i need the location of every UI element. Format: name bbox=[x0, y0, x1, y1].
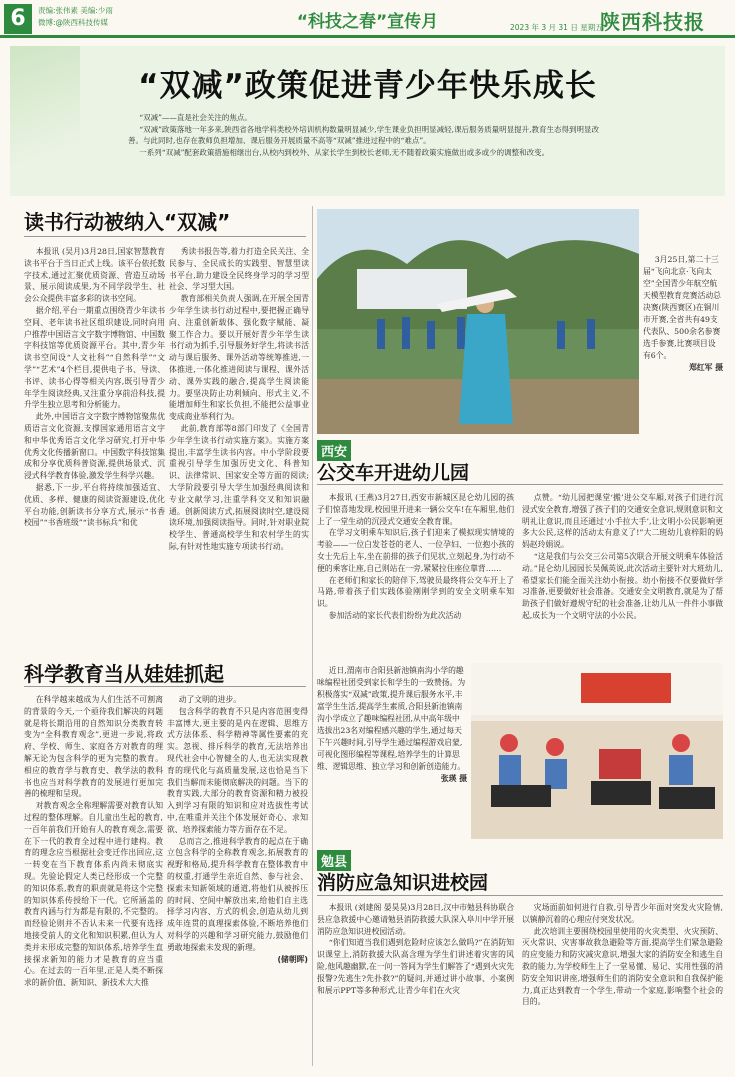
article-paragraph: 秀读书报告等,着力打造全民关注、全民参与、全民成长的实践型、智慧型读书平台,助力建设全民终身学习的学习型社会、学习型大国。 bbox=[169, 247, 309, 292]
article-paragraph: 本报讯 (刘建阁 晏昊昊)3月28日,汉中市勉县科协联合县应急救援中心邀请勉县消防救援大队深入阜川中学开展消防应急知识进校园活动。 bbox=[317, 903, 514, 936]
article-paragraph: 此外,中国语言文字数字博物馆聚焦优质语言文化资源,支撑国家通用语言文字和中华优秀语言文化学习研究,打开中华优秀文化传播新窗口。中国数字科技馆集成和分享优质科普资源,提供场景式、沉浸式科学教育体验,激发学生科学兴趣。 bbox=[24, 412, 165, 481]
divider bbox=[317, 895, 723, 896]
newspaper-masthead: 陕西科技报 bbox=[600, 10, 705, 34]
coding-club-photo bbox=[471, 663, 723, 839]
caption-text: 3月25日,第二十三届“飞向北京·飞向太空”全国青少年航空航天模型教育竞赛活动总决赛(陕西赛区)在铜川市开赛,全省共有49支代表队、500余名参赛选手参赛,比赛项目设有6个。 bbox=[643, 255, 721, 360]
photo-illustration bbox=[317, 209, 639, 434]
article-paragraph: 点赞。“幼儿园把课堂‘搬’进公交车厢,对孩子们进行沉浸式安全教育,增强了孩子们的交通安全意识,规则意识和文明礼让意识,而且还通过‘小手拉大手’,让文明小公民影响更多大公民,这样的活动太有意义了!”大二班幼儿袁梓阳的妈妈赵玲娟说。 bbox=[522, 493, 723, 550]
article-paragraph: 本报讯 (吴月)3月28日,国家智慧教育读书平台于当日正式上线。该平台依托数字技术,通过汇聚优质资源、营造互动场景、展示阅读成果,为不同学段学生、社会公众提供丰富多彩的读书空间。 bbox=[24, 247, 165, 304]
page-number: 6 bbox=[4, 4, 32, 34]
region-tag-mianxian: 勉县 bbox=[317, 850, 351, 871]
column-divider bbox=[312, 206, 313, 1066]
model-aircraft-photo bbox=[317, 209, 639, 434]
article-paragraph: 此次培训主要围绕校园里使用的火灾类型、火灾预防、灭火常识、灾害事故救急避险等方面,提高学生们紧急避险的应变能力和防灾减灾意识,增强大家的消防安全和逃生自救的能力,为学校师生上了一堂易懂、易记、实用性强的消防安全知识讲座,增强师生们的消防安全意识和自我保护能力,真正达到教育一个学生,带动一个家庭,影响整个社会的目的。 bbox=[522, 926, 723, 1007]
photo-illustration bbox=[471, 663, 723, 839]
science-byline: (储朝晖) bbox=[277, 954, 308, 964]
issue-date: 2023 年 3 月 31 日 星期五 bbox=[510, 23, 603, 32]
divider bbox=[317, 484, 723, 485]
article-paragraph: “你们知道当我们遇到危险时应该怎么做吗?”在消防知识课堂上,消防救援大队高含理为学生们讲述着灾害的风险,他风趣幽默,在一问一答间为学生们解答了“遇到火灾先报警?先逃生?先扑救?”的疑问,并通过讲小故事、小案例和展示PPT等多种形式,让青少年们在火灾 bbox=[317, 938, 514, 995]
article-paragraph: 在老师们和家长的陪伴下,驾驶员最终将公交车开上了马路,带着孩子们实践体验刚刚学到的安全文明乘车知识。 bbox=[317, 575, 514, 609]
lead-intro-paragraph: “双减”——直是社会关注的焦点。 bbox=[139, 113, 252, 122]
article-paragraph: 本报讯 (王燕)3月27日,西安市新城区昆仑幼儿园的孩子们惊喜地发现,校园里开进来一辆公交车!在车厢里,他们上了一堂生动的沉浸式交通安全教育课。 bbox=[317, 493, 514, 526]
article-paragraph: 包含科学的教育不只是内容范围变得丰富博大,更主要的是内在逻辑、思维方式方法体系、科学精神等属性要素的充实。忽视、排斥科学的教育,无法培养出现代社会中心智健全的人,也无法实现教育的现代化与高质量发展,这也恰是当下我们当解而未能彻底解决的问题。当下的教育实践,大部分的教育资源和精力被投入到学习有限的知识和应对选拔性考试中,在唯重并关注个体发展好奇心、求知欲、培养探索能力等方面存在不足。 bbox=[167, 706, 308, 834]
photo-credit: 张瑛 摄 bbox=[440, 774, 467, 783]
credits-line-2: 微博:@陕西科技传媒 bbox=[38, 18, 109, 27]
article-paragraph: 对教育观念全称理解需要对教育认知过程的整体理解。自儿童出生起的教育,一百年前我们开始有人的教育观念,需要在下一代的教育全过程中进行建构。教育的理念应当根据社会变迁作出回应,这一转变在当下教育体系内尚未彻底实现。先验论假定人类已经形成一个完整的知识体系,教育的职责就是将这个完整的知识体系传授给下一代。它所涵盖的教育内涵与行为都是有限的,不完整的。而经验论则并不否认未来一代要有选择地接受前人的文化和知识积累,但认为人类并未形成完整的知识体系,培养学生直接探求新知的能力才是教育的应当重心。在过去的一百年里,正是人类不断探求的新价值、新知识、新技术大大推 bbox=[24, 801, 163, 988]
photo2-caption bbox=[317, 665, 467, 785]
article-paragraph: 此前,教育部等8部门印发了《全国青少年学生读书行动实施方案》。实施方案提出,丰富学生读书内容。中小学阶段要重视引导学生加强历史文化、科普知识、法律常识、国家安全等方面的阅读;大学阶段要引导大学生加强经典阅读和专业文献学习,注重学科交叉和知识融通。创新阅读方式,拓展阅读时空,建设阅读环境,加强阅读指导。同时,针对职业院校学生、普通高校学生和农村学生的实际,有针对性地实施专项读书行动。 bbox=[169, 423, 309, 551]
lead-intro-paragraph: 一系列“双减”配套政策措施相继出台,从校内到校外、从家长学生到校长老师,无不随着政策实施做出或多或少的调整和改变。 bbox=[139, 147, 550, 157]
xian-column-2 bbox=[522, 492, 723, 622]
article-paragraph: 灾场面前如何进行自救,引导青少年面对突发火灾险情,以镇静沉着的心理应付突发状况。 bbox=[522, 903, 723, 924]
article-paragraph: 参加活动的家长代表们纷纷为此次活动 bbox=[328, 610, 462, 620]
section-title: “科技之春”宣传月 bbox=[296, 12, 439, 32]
page-header bbox=[0, 0, 735, 38]
mianxian-headline: 消防应急知识进校园 bbox=[317, 872, 489, 894]
lead-intro-paragraph: “双减”政策落地一年多来,陕西省各地学科类校外培训机构数量明显减少,学生课业负担明显减轻,课后服务质量明显提升,教育生态得到明显改善。与此同时,也存在教师负担增加、课后服务开展质量不高等“双减”推进过程中的“难点”。 bbox=[128, 124, 599, 145]
reading-headline: 读书行动被纳入“双减” bbox=[24, 210, 231, 234]
article-paragraph: 动了文明的进步。 bbox=[178, 695, 242, 704]
caption-text: 近日,渭南市合阳县新池镇南沟小学的趣味编程社团受到家长和学生的一致赞扬。为积极落实“双减”政策,提升课后服务水平,丰富学生生活,提高学生素质,合阳县新池镇南沟小学成立了趣味编程社团,从中高年级中选拔出23名对编程感兴趣的学生,通过每天下午兴趣时间,引导学生通过编程游戏启蒙,可视化图形编程等课程,培养学生的计算思维、逻辑思维、独立学习和创新创造能力。 bbox=[317, 666, 466, 771]
science-headline: 科学教育当从娃娃抓起 bbox=[24, 662, 224, 686]
region-tag-xian: 西安 bbox=[317, 440, 351, 461]
reading-column-1 bbox=[24, 246, 165, 529]
article-paragraph: 据悉,下一步,平台将持续加强适宜、优质、多样、健康的阅读资源建设,优化平台功能,创新读书分享方式,展示“书香校园”“书香班级”“读书标兵”和优 bbox=[24, 482, 165, 528]
article-paragraph: 在科学越来越成为人们生活不可割离的背景的今天,一个亟待我们解决的问题就是将长期沿用的自然知识分类教育转变为“全科教育观念”,更进一步说,将政府、学校、师生、家庭各方对教育的理解无论为包含科学的更为完整的教育。相应的教育学与教育史、教学法的教科书也应当对科学教育的发展进行更加完善的梳理和呈现。 bbox=[24, 695, 163, 799]
photo1-caption bbox=[643, 254, 723, 374]
science-column-2 bbox=[167, 694, 308, 965]
article-paragraph: 总而言之,推进科学教育的起点在于确立包含科学的全称教育观念,拓展教育的视野和格局,提升科学教育在整体教育中的权重,打通学生亲近自然、参与社会、探索未知新领域的通道,将他们从被拆压的时间、空间中解放出来,给他们自主选择学习内容、方式的机会,创造从幼儿到成年连贯的真理探索体验,不断培养他们对科学的兴趣和学习研究能力,鼓励他们勇敢地探索未发现的新理。 bbox=[167, 836, 308, 952]
mianxian-column-2 bbox=[522, 902, 723, 1008]
mianxian-column-1 bbox=[317, 902, 514, 996]
divider bbox=[24, 236, 306, 237]
article-paragraph: 据介绍,平台一期重点围绕青少年读书空间、老年读书社区组织建设,同时向用户推荐中国语言文字数字博物馆、中国数字科技馆等优质资源平台。其中,青少年读书空间设“人文社科”“自然科学”“文学”“艺术”4个栏目,提供电子书、导读、书评、读书心得等相关内容,既引导青少年学生阅读经典,又注重分享前沿科技,提升学生独立思考和分析能力。 bbox=[24, 305, 165, 410]
divider bbox=[24, 686, 306, 687]
reading-column-2 bbox=[169, 246, 309, 553]
credits-line-1: 责编:张伟素 美编:少雨 bbox=[38, 6, 113, 15]
xian-headline: 公交车开进幼儿园 bbox=[317, 462, 470, 484]
lead-headline: “双减”政策促进青少年快乐成长 bbox=[138, 68, 597, 104]
science-column-1 bbox=[24, 694, 163, 989]
photo-credit: 郑红军 摄 bbox=[689, 363, 723, 372]
article-paragraph: 在学习文明乘车知识后,孩子们迎来了模拟现实情境的考验——一位白发苍苍的老人、一位孕妇、一位抱小孩的女士先后上车,坐在前排的孩子们见状,立刻起身,为行动不便的乘客让座,自己则站在一旁,紧紧拉住座位靠背…… bbox=[317, 528, 514, 573]
lead-intro bbox=[128, 112, 606, 158]
article-paragraph: 教育部相关负责人强调,在开展全国青少年学生读书行动过程中,要把握正确导向、注重创新载体、强化数字赋能、凝聚工作合力。要以开展好青少年学生读书行动为抓手,引导服务好学生,将读书活动与课后服务、课外活动等统筹推进,一体推进,一体化推进阅读与课程、课外活动、课外实践的融合,提高学生阅读能力。要坚决防止功利倾向、形式主义,不能增加师生和家长负担,不能把公益事业变成商业举利行为。 bbox=[169, 294, 309, 422]
xian-column-1 bbox=[317, 492, 514, 622]
article-paragraph: “这是我们与公交三公司第5次联合开展文明乘车体验活动。”昆仑幼儿园园长吴佩英说,此次活动主要针对大班幼儿,希望家长们能全面关注幼小衔接。幼小衔接不仅要做好学习准备,更要做好社会准备。交通安全文明教育,就是为了帮助孩子们做好遵规守纪的社会准备,让幼儿从一件件小事做起,成长为一个文明守法的小公民。 bbox=[522, 551, 723, 620]
